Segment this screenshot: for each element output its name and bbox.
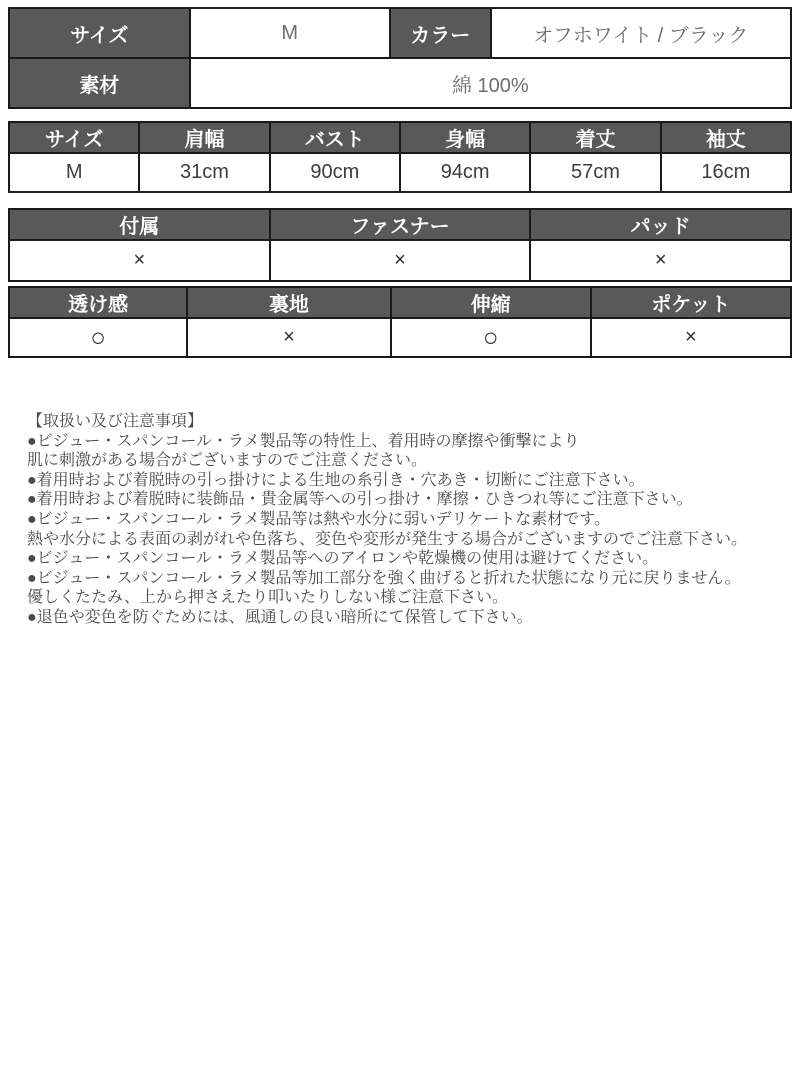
feature-value-stretch: ○ bbox=[391, 318, 591, 357]
features1-value-row bbox=[9, 240, 791, 281]
feature-value-pocket: × bbox=[591, 318, 791, 357]
feature-header-lining: 裏地 bbox=[187, 287, 390, 318]
size-label: サイズ bbox=[9, 8, 190, 58]
feature-header-pad: パッド bbox=[530, 209, 791, 240]
care-note-line: ●着用時および着脱時に装飾品・貴金属等への引っ掛け・摩擦・ひきつれ等にご注意下さい。 bbox=[27, 491, 693, 509]
spec-tables-section bbox=[0, 0, 800, 358]
feature-value-accessory: × bbox=[9, 240, 270, 281]
material-label: 素材 bbox=[9, 58, 190, 108]
care-note-line: ●ビジュー・スパンコール・ラメ製品等加工部分を強く曲げると折れた状態になり元に戻りません。 bbox=[27, 569, 741, 587]
features2-header-row bbox=[9, 287, 791, 318]
feature-header-stretch: 伸縮 bbox=[391, 287, 591, 318]
measure-value-sleeve: 16cm bbox=[661, 153, 791, 192]
feature-header-accessory: 付属 bbox=[9, 209, 270, 240]
table-row bbox=[9, 8, 791, 58]
care-note-line: 熱や水分による表面の剥がれや色落ち、変色や変形が発生する場合がございますのでご注意下さい。 bbox=[27, 530, 748, 548]
features-table-1 bbox=[8, 208, 792, 282]
care-notes-section bbox=[0, 412, 800, 628]
measure-header-bust: バスト bbox=[270, 122, 400, 153]
material-value: 綿 100% bbox=[190, 58, 791, 108]
measure-header-length: 着丈 bbox=[530, 122, 660, 153]
table-row bbox=[9, 58, 791, 108]
feature-header-sheer: 透け感 bbox=[9, 287, 187, 318]
measurements-header-row bbox=[9, 122, 791, 153]
care-note-line: ●ビジュー・スパンコール・ラメ製品等へのアイロンや乾燥機の使用は避けてください。 bbox=[27, 550, 659, 568]
size-color-material-table bbox=[8, 7, 792, 109]
features-table-2 bbox=[8, 286, 792, 358]
measure-header-body-width: 身幅 bbox=[400, 122, 530, 153]
feature-value-fastener: × bbox=[270, 240, 531, 281]
care-note-line: ●退色や変色を防ぐためには、風通しの良い暗所にて保管して下さい。 bbox=[27, 608, 533, 626]
care-note-line: ●着用時および着脱時の引っ掛けによる生地の糸引き・穴あき・切断にご注意下さい。 bbox=[27, 471, 645, 489]
feature-value-lining: × bbox=[187, 318, 390, 357]
color-value: オフホワイト / ブラック bbox=[491, 8, 791, 58]
measure-header-shoulder: 肩幅 bbox=[139, 122, 269, 153]
care-note-line: ●ビジュー・スパンコール・ラメ製品等は熱や水分に弱いデリケートな素材です。 bbox=[27, 510, 610, 528]
feature-value-sheer: ○ bbox=[9, 318, 187, 357]
measure-header-sleeve: 袖丈 bbox=[661, 122, 791, 153]
feature-header-pocket: ポケット bbox=[591, 287, 791, 318]
care-note-line: 肌に刺激がある場合がございますのでご注意ください。 bbox=[27, 452, 428, 470]
measure-value-body-width: 94cm bbox=[400, 153, 530, 192]
measure-value-length: 57cm bbox=[530, 153, 660, 192]
care-note-line: 優しくたたみ、上から押さえたり叩いたりしない様ご注意下さい。 bbox=[27, 589, 508, 607]
measure-value-shoulder: 31cm bbox=[139, 153, 269, 192]
features2-value-row bbox=[9, 318, 791, 357]
measurements-value-row bbox=[9, 153, 791, 192]
color-label: カラー bbox=[390, 8, 491, 58]
feature-header-fastener: ファスナー bbox=[270, 209, 531, 240]
feature-value-pad: × bbox=[530, 240, 791, 281]
measure-header-size: サイズ bbox=[9, 122, 139, 153]
size-value: M bbox=[190, 8, 390, 58]
features1-header-row bbox=[9, 209, 791, 240]
care-note-line: ●ビジュー・スパンコール・ラメ製品等の特性上、着用時の摩擦や衝撃により bbox=[27, 432, 580, 450]
care-notes-title: 【取扱い及び注意事項】 bbox=[27, 413, 204, 430]
measurements-table bbox=[8, 121, 792, 193]
measure-value-bust: 90cm bbox=[270, 153, 400, 192]
measure-value-size: M bbox=[9, 153, 139, 192]
